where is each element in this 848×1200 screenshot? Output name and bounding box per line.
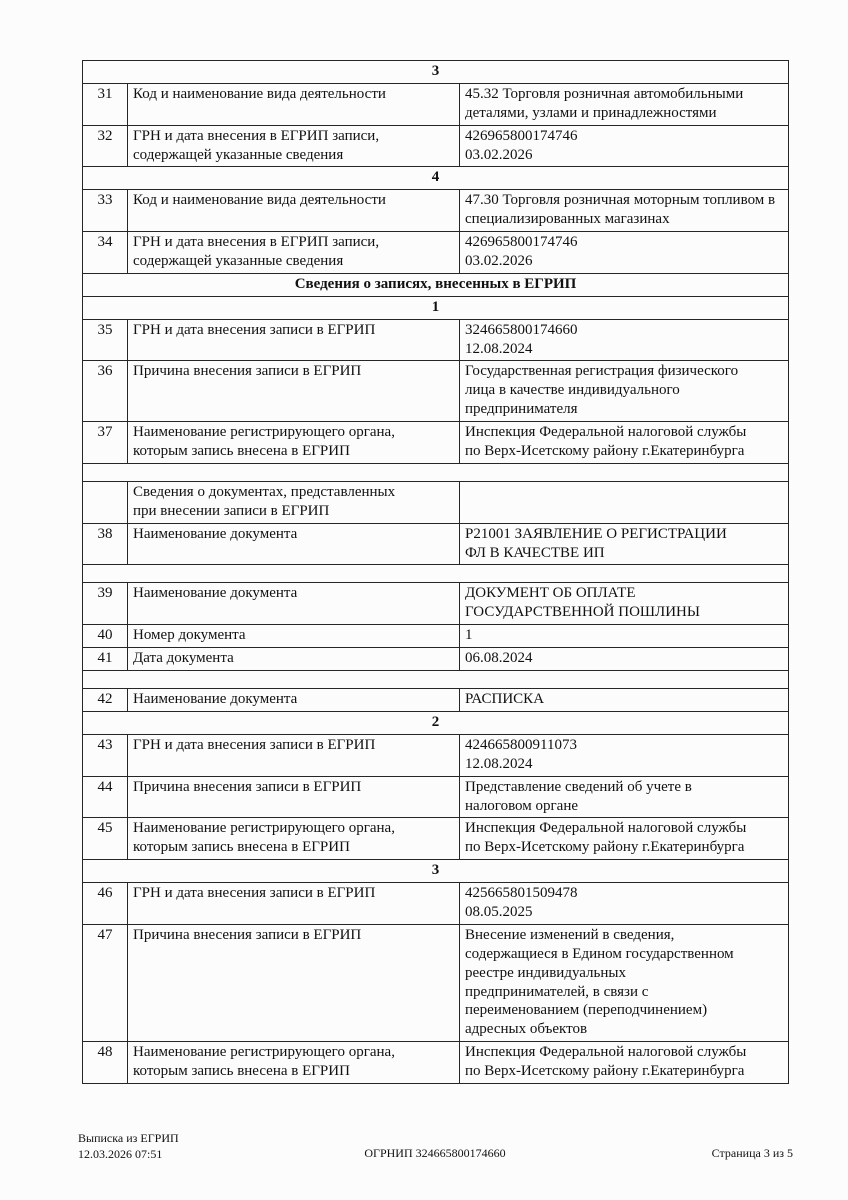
subheader-row: [83, 481, 789, 523]
section-header-row: [83, 273, 789, 296]
table-row: [83, 689, 789, 712]
row-value-cell: [460, 422, 789, 464]
label-line: Наименование регистрирующего органа,: [133, 820, 395, 837]
row-label-cell: [128, 232, 460, 274]
section-header-label: 2: [83, 711, 789, 734]
value-line: переименованием (переподчинением): [465, 1002, 708, 1019]
row-number-cell: 44: [83, 776, 128, 818]
value-line: Государственная регистрация физического: [465, 363, 739, 380]
label-line: Наименование документа: [133, 585, 298, 602]
section-header-label: 1: [83, 296, 789, 319]
value-line: 03.02.2026: [465, 146, 533, 163]
row-number-cell: 39: [83, 583, 128, 625]
row-label-cell: [128, 625, 460, 648]
label-line: Дата документа: [133, 650, 234, 667]
row-number-cell: 48: [83, 1042, 128, 1084]
value-line: 1: [465, 627, 473, 644]
row-value-cell: [460, 818, 789, 860]
row-value-cell: [460, 83, 789, 125]
row-value-cell: [460, 523, 789, 565]
value-line: по Верх-Исетскому району г.Екатеринбурга: [465, 839, 745, 856]
row-label-cell: [128, 734, 460, 776]
value-line: ГОСУДАРСТВЕННОЙ ПОШЛИНЫ: [465, 604, 700, 621]
table-row: [83, 776, 789, 818]
table-row: [83, 883, 789, 925]
value-line: налоговом органе: [465, 797, 579, 814]
label-line: которым запись внесена в ЕГРИП: [133, 443, 350, 460]
value-line: 324665800174660: [465, 321, 578, 338]
row-label-cell: [128, 776, 460, 818]
spacer-cell: [83, 671, 789, 689]
table-row: [83, 319, 789, 361]
value-line: 426965800174746: [465, 234, 578, 251]
egrip-records-table: [82, 60, 789, 1084]
row-number-cell: 38: [83, 523, 128, 565]
section-header-label: Сведения о записях, внесенных в ЕГРИП: [83, 273, 789, 296]
value-line: Р21001 ЗАЯВЛЕНИЕ О РЕГИСТРАЦИИ: [465, 525, 727, 542]
footer-page-number: Страница 3 из 5: [711, 1146, 793, 1160]
row-number-cell: 36: [83, 361, 128, 422]
row-label-cell: [128, 422, 460, 464]
value-line: ФЛ В КАЧЕСТВЕ ИП: [465, 544, 605, 561]
row-number-cell: 40: [83, 625, 128, 648]
label-line: Код и наименование вида деятельности: [133, 192, 386, 209]
label-line: ГРН и дата внесения записи в ЕГРИП: [133, 736, 376, 753]
spacer-cell: [83, 565, 789, 583]
value-line: Инспекция Федеральной налоговой службы: [465, 820, 747, 837]
label-line: содержащей указанные сведения: [133, 146, 344, 163]
value-line: 424665800911073: [465, 736, 577, 753]
row-value-cell: [460, 924, 789, 1041]
value-line: содержащиеся в Едином государственном: [465, 945, 734, 962]
value-line: 425665801509478: [465, 885, 578, 902]
label-line: Наименование документа: [133, 525, 298, 542]
label-line: ГРН и дата внесения записи в ЕГРИП: [133, 321, 376, 338]
row-value-cell: [460, 361, 789, 422]
footer-datetime: 12.03.2026 07:51: [78, 1146, 163, 1161]
label-line: Причина внесения записи в ЕГРИП: [133, 778, 362, 795]
row-value-cell: [460, 776, 789, 818]
row-number-cell: 32: [83, 125, 128, 167]
row-label-cell: [128, 818, 460, 860]
table-row: [83, 83, 789, 125]
row-label-cell: [128, 648, 460, 671]
value-line: Инспекция Федеральной налоговой службы: [465, 424, 747, 441]
footer-doc-type: Выписка из ЕГРИП: [78, 1131, 179, 1145]
row-label-cell: [128, 125, 460, 167]
value-line: 08.05.2025: [465, 903, 533, 920]
row-value-cell: [460, 734, 789, 776]
row-label-cell: [128, 1042, 460, 1084]
table-row: [83, 924, 789, 1041]
row-number-cell: [83, 481, 128, 523]
label-line: Номер документа: [133, 627, 246, 644]
row-label-cell: [128, 319, 460, 361]
table-row: [83, 422, 789, 464]
section-header-label: 3: [83, 860, 789, 883]
value-line: по Верх-Исетскому району г.Екатеринбурга: [465, 1063, 745, 1080]
value-line: реестре индивидуальных: [465, 964, 626, 981]
row-number-cell: 43: [83, 734, 128, 776]
row-value-cell: [460, 125, 789, 167]
row-value-cell: [460, 319, 789, 361]
value-line: предпринимателя: [465, 401, 578, 418]
spacer-cell: [83, 463, 789, 481]
row-value-cell: [460, 883, 789, 925]
label-line: которым запись внесена в ЕГРИП: [133, 1063, 350, 1080]
value-line: предпринимателей, в связи с: [465, 983, 649, 1000]
value-line: 03.02.2026: [465, 253, 533, 270]
value-line: 45.32 Торговля розничная автомобильными деталями, узлами и принадлежностями: [465, 85, 744, 121]
label-line: содержащей указанные сведения: [133, 253, 344, 270]
table-row: [83, 361, 789, 422]
label-line: Причина внесения записи в ЕГРИП: [133, 926, 362, 943]
row-number-cell: 37: [83, 422, 128, 464]
table-row: [83, 232, 789, 274]
row-value-cell: [460, 625, 789, 648]
section-header-row: [83, 296, 789, 319]
label-line: при внесении записи в ЕГРИП: [133, 502, 330, 519]
row-number-cell: 35: [83, 319, 128, 361]
table-row: [83, 734, 789, 776]
label-line: ГРН и дата внесения в ЕГРИП записи,: [133, 127, 380, 144]
row-label-cell: [128, 689, 460, 712]
row-label-cell: [128, 190, 460, 232]
table-row: [83, 648, 789, 671]
label-line: Код и наименование вида деятельности: [133, 85, 386, 102]
row-value-cell: [460, 232, 789, 274]
row-label-cell: [128, 924, 460, 1041]
label-line: Причина внесения записи в ЕГРИП: [133, 363, 362, 380]
value-line: 47.30 Торговля розничная моторным топливом в специализированных магазинах: [465, 192, 776, 228]
footer-ogrnip: ОГРНИП 324665800174660: [364, 1146, 506, 1160]
row-number-cell: 42: [83, 689, 128, 712]
section-header-row: [83, 167, 789, 190]
egrip-table-body: [83, 61, 789, 1084]
section-header-label: 4: [83, 167, 789, 190]
row-label-cell: [128, 883, 460, 925]
row-value-cell: [460, 481, 789, 523]
row-value-cell: [460, 648, 789, 671]
value-line: лица в качестве индивидуального: [465, 382, 680, 399]
value-line: 12.08.2024: [465, 340, 533, 357]
row-label-cell: [128, 361, 460, 422]
row-value-cell: [460, 689, 789, 712]
section-header-label: 3: [83, 61, 789, 84]
table-row: [83, 190, 789, 232]
label-line: ГРН и дата внесения записи в ЕГРИП: [133, 885, 376, 902]
spacer-row: [83, 463, 789, 481]
row-number-cell: 46: [83, 883, 128, 925]
label-line: Сведения о документах, представленных: [133, 483, 396, 500]
row-number-cell: 45: [83, 818, 128, 860]
table-row: [83, 583, 789, 625]
table-row: [83, 523, 789, 565]
row-number-cell: 34: [83, 232, 128, 274]
value-line: 12.08.2024: [465, 755, 533, 772]
label-line: ГРН и дата внесения в ЕГРИП записи,: [133, 234, 380, 251]
row-number-cell: 41: [83, 648, 128, 671]
value-line: Внесение изменений в сведения,: [465, 926, 675, 943]
subheader-label-cell: [128, 481, 460, 523]
table-row: [83, 625, 789, 648]
row-number-cell: 47: [83, 924, 128, 1041]
value-line: ДОКУМЕНТ ОБ ОПЛАТЕ: [465, 585, 636, 602]
spacer-row: [83, 565, 789, 583]
value-line: РАСПИСКА: [465, 691, 545, 708]
row-number-cell: 33: [83, 190, 128, 232]
value-line: 06.08.2024: [465, 650, 533, 667]
table-row: [83, 1042, 789, 1084]
value-line: 426965800174746: [465, 127, 578, 144]
row-label-cell: [128, 583, 460, 625]
value-line: по Верх-Исетскому району г.Екатеринбурга: [465, 443, 745, 460]
row-number-cell: 31: [83, 83, 128, 125]
section-header-row: [83, 860, 789, 883]
label-line: Наименование регистрирующего органа,: [133, 1044, 395, 1061]
row-value-cell: [460, 1042, 789, 1084]
table-row: [83, 818, 789, 860]
label-line: Наименование регистрирующего органа,: [133, 424, 395, 441]
value-line: Инспекция Федеральной налоговой службы: [465, 1044, 747, 1061]
section-header-row: [83, 61, 789, 84]
label-line: которым запись внесена в ЕГРИП: [133, 839, 350, 856]
spacer-row: [83, 671, 789, 689]
label-line: Наименование документа: [133, 691, 298, 708]
row-label-cell: [128, 523, 460, 565]
value-line: Представление сведений об учете в: [465, 778, 692, 795]
row-value-cell: [460, 190, 789, 232]
section-header-row: [83, 711, 789, 734]
table-row: [83, 125, 789, 167]
value-line: адресных объектов: [465, 1021, 588, 1038]
row-value-cell: [460, 583, 789, 625]
row-label-cell: [128, 83, 460, 125]
